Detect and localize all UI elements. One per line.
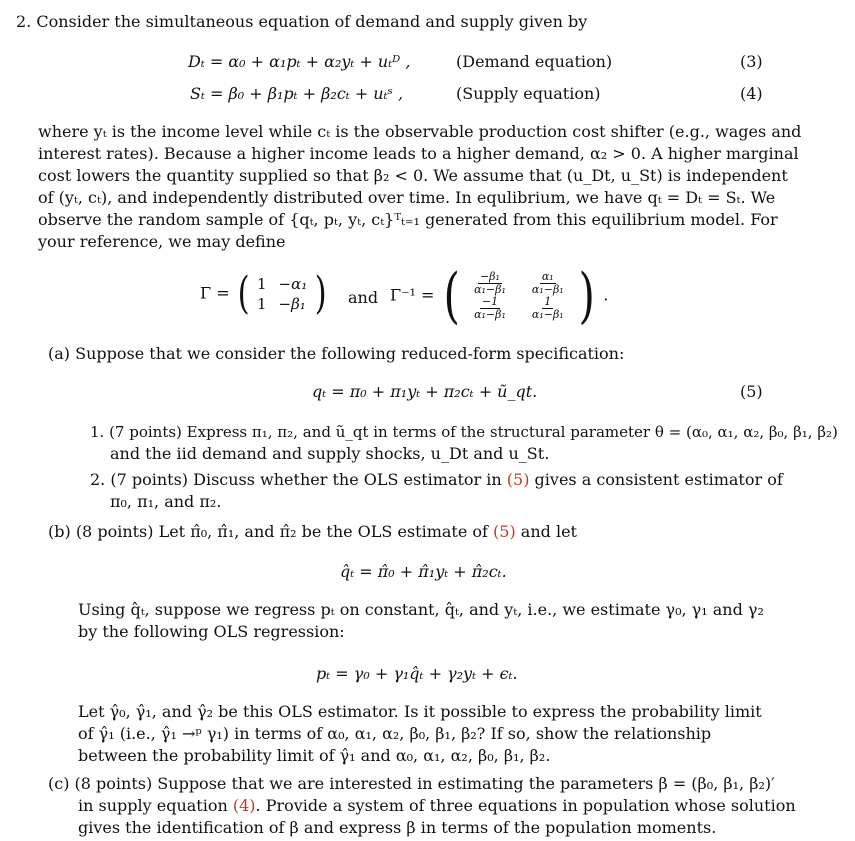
part-b-line-3: by the following OLS regression: xyxy=(78,622,345,641)
paragraph-line-3: cost lowers the quantity supplied so that β₂ < 0. We assume that (u_Dt, u_St) is independent xyxy=(38,166,788,185)
part-a-item-2-line-2: π₀, π₁, and π₂. xyxy=(110,492,222,511)
fitted-equation: q̂ₜ = π̂₀ + π̂₁yₜ + π̂₂cₜ. xyxy=(340,562,507,581)
part-c-line-3: gives the identification of β and express β in terms of the population moments. xyxy=(78,818,717,837)
part-b-line-4: Let γ̂₀, γ̂₁, and γ̂₂ be this OLS estimator. Is it possible to express the probability limit xyxy=(78,702,762,721)
equation-ref-4[interactable]: (4) xyxy=(232,796,256,815)
inv-11-den: α₁−β₁ xyxy=(474,283,506,296)
part-a-item-1-line-1: 1. (7 points) Express π₁, π₂, and ũ_qt in terms of the structural parameter θ = (α₀, α₁, α₂, β₀, β₁, β₂) xyxy=(90,423,838,441)
inv-22-num: 1 xyxy=(544,295,552,308)
part-b-text: (b) (8 points) Let π̂₀, π̂₁, and π̂₂ be the OLS estimate of xyxy=(48,522,494,541)
regression-equation: pₜ = γ₀ + γ₁q̂ₜ + γ₂yₜ + ϵₜ. xyxy=(316,664,518,683)
inv-21-num: −1 xyxy=(481,295,499,308)
equation-number-3: (3) xyxy=(740,52,763,71)
supply-equation-label: (Supply equation) xyxy=(456,84,601,103)
gamma-m12: −α₁ xyxy=(278,275,308,293)
gamma-inverse-matrix: Γ⁻¹ = ( $\frac{\text{−β₁}}{\text{α₁−β₁}}$ $\frac{\text{α₁}}{\text{α₁−β₁}}$ $\frac{-1}{\text{α₁−β₁}}$ $\frac{1}{\text{α₁−β₁}}$ ) . xyxy=(390,261,609,331)
question-intro: 2. Consider the simultaneous equation of demand and supply given by xyxy=(16,12,588,31)
equation-number-5: (5) xyxy=(740,382,763,401)
gamma-lhs: Γ = xyxy=(200,283,230,303)
gamma-matrix: Γ = ( 1 −α₁ 1 −β₁ ) xyxy=(200,268,327,319)
supply-equation: Sₜ = β₀ + β₁pₜ + β₂cₜ + uₜˢ , xyxy=(190,84,404,103)
paragraph-line-2: interest rates). Because a higher income leads to a higher demand, α₂ > 0. A higher marginal xyxy=(38,144,799,163)
part-c-line-2 xyxy=(78,796,796,816)
inv-11-num: −β₁ xyxy=(479,270,500,283)
inv-12-den: α₁−β₁ xyxy=(531,283,564,296)
inv-12-num: α₁ xyxy=(541,270,554,283)
part-a-item-2-line-1 xyxy=(90,470,783,490)
demand-equation-label: (Demand equation) xyxy=(456,52,613,71)
part-a-item-2-text: 2. (7 points) Discuss whether the OLS estimator in xyxy=(90,470,507,489)
gamma-m21: 1 xyxy=(256,295,267,313)
paragraph-line-1: where yₜ is the income level while cₜ is the observable production cost shifter (e.g., wages and xyxy=(38,122,802,141)
part-a-item-1-line-2: and the iid demand and supply shocks, u_Dt and u_St. xyxy=(110,444,550,463)
part-b-line-6: between the probability limit of γ̂₁ and α₀, α₁, α₂, β₀, β₁, β₂. xyxy=(78,746,551,765)
gamma-inverse-lhs: Γ⁻¹ = xyxy=(390,285,435,305)
gamma-and: and xyxy=(348,288,379,307)
paragraph-line-4: of (yₜ, cₜ), and independently distributed over time. In equlibrium, we have qₜ = Dₜ = Sₜ. We xyxy=(38,188,776,207)
paragraph-line-6: your reference, we may define xyxy=(38,232,286,251)
inv-22-den: α₁−β₁ xyxy=(531,308,564,321)
gamma-inverse-end: . xyxy=(603,285,609,305)
reduced-form-equation: qₜ = π₀ + π₁yₜ + π₂cₜ + ũ_qt. xyxy=(312,382,538,401)
equation-number-4: (4) xyxy=(740,84,763,103)
demand-equation: Dₜ = α₀ + α₁pₜ + α₂yₜ + uₜᴰ , xyxy=(188,52,411,71)
equation-ref-5-b[interactable]: (5) xyxy=(493,522,516,541)
part-c-text-end: . Provide a system of three equations in population whose solution xyxy=(255,796,796,815)
gamma-m11: 1 xyxy=(256,275,267,293)
part-a-item-2-text-end: gives a consistent estimator of xyxy=(529,470,783,489)
part-b-line-5: of γ̂₁ (i.e., γ̂₁ →ᵖ γ₁) in terms of α₀, α₁, α₂, β₀, β₁, β₂? If so, show the relationship xyxy=(78,724,712,743)
part-b-text-end: and let xyxy=(515,522,577,541)
part-b-line-1 xyxy=(48,522,577,542)
equation-ref-5[interactable]: (5) xyxy=(506,470,530,489)
part-c-line-1: (c) (8 points) Suppose that we are interested in estimating the parameters β = (β₀, β₁, β₂)′ xyxy=(48,774,775,793)
inv-21-den: α₁−β₁ xyxy=(474,308,506,321)
part-c-text: in supply equation xyxy=(78,796,233,815)
paragraph-line-5: observe the random sample of {qₜ, pₜ, yₜ, cₜ}ᵀₜ₌₁ generated from this equilibrium model. For xyxy=(38,210,778,229)
gamma-m22: −β₁ xyxy=(278,295,306,313)
part-a-label: (a) Suppose that we consider the following reduced-form specification: xyxy=(48,344,625,363)
part-b-line-2: Using q̂ₜ, suppose we regress pₜ on constant, q̂ₜ, and yₜ, i.e., we estimate γ₀, γ₁ and γ₂ xyxy=(78,600,764,619)
